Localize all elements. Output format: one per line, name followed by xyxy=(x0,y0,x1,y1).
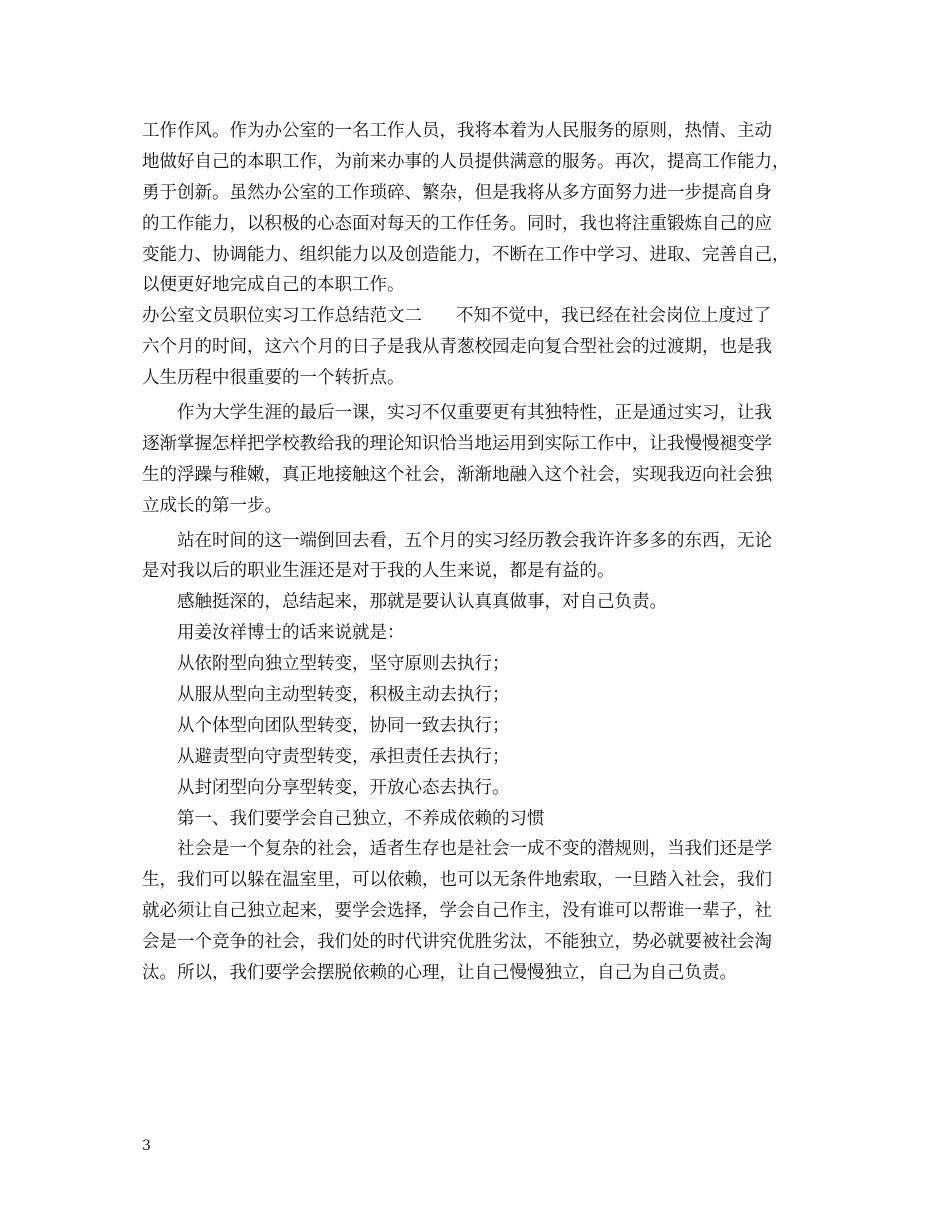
text-line: 是对我以后的职业生涯还是对于我的人生来说，都是有益的。 xyxy=(142,561,615,582)
text-line: 生的浮躁与稚嫩，真正地接触这个社会，渐渐地融入这个社会，实现我迈向社会独 xyxy=(142,464,772,485)
list-item: 从依附型向独立型转变，坚守原则去执行； xyxy=(177,654,510,675)
text-line: 会是一个竞争的社会，我们处的时代讲究优胜劣汰，不能独立，势必就要被社会淘 xyxy=(142,932,772,953)
transformation-list xyxy=(142,649,818,803)
paragraph-independence xyxy=(142,834,818,988)
text-line: 变能力、协调能力、组织能力以及创造能力，不断在工作中学习、进取、完善自己， xyxy=(142,244,790,265)
text-line: 社会是一个复杂的社会，适者生存也是社会一成不变的潜规则，当我们还是学 xyxy=(177,839,772,860)
text-line: 立成长的第一步。 xyxy=(142,495,282,516)
list-item: 从避责型向守责型转变，承担责任去执行； xyxy=(177,746,510,767)
section-heading: 办公室文员职位实习工作总结范文二 xyxy=(142,306,422,327)
list-item: 从封闭型向分享型转变，开放心态去执行。 xyxy=(177,777,510,798)
text-line: 以便更好地完成自己的本职工作。 xyxy=(142,275,405,296)
document-body xyxy=(142,116,818,989)
section-title: 第一、我们要学会自己独立，不养成依赖的习惯 xyxy=(177,808,545,829)
paragraph-looking-back xyxy=(142,526,818,588)
text-line: 六个月的时间，这六个月的日子是我从青葱校园走向复合型社会的过渡期，也是我 xyxy=(142,337,772,358)
paragraph-heading-intro xyxy=(142,301,818,394)
list-item: 从个体型向团队型转变，协同一致去执行； xyxy=(177,715,510,736)
paragraph-last-lesson xyxy=(142,398,818,522)
paragraph-feelings: 感触挺深的，总结起来，那就是要认认真真做事，对自己负责。 xyxy=(177,592,667,613)
text-line: 的工作能力，以积极的心态面对每天的工作任务。同时，我也将注重锻炼自己的应 xyxy=(142,213,772,234)
text-line: 作为大学生涯的最后一课，实习不仅重要更有其独特性，正是通过实习，让我 xyxy=(177,403,772,424)
page-number: 3 xyxy=(142,1138,151,1154)
text-line: 就必须让自己独立起来，要学会选择，学会自己作主，没有谁可以帮谁一辈子，社 xyxy=(142,901,772,922)
text-line: 逐渐掌握怎样把学校教给我的理论知识恰当地运用到实际工作中，让我慢慢褪变学 xyxy=(142,433,772,454)
text-line: 勇于创新。虽然办公室的工作琐碎、繁杂，但是我将从多方面努力进一步提高自身 xyxy=(142,182,772,203)
text-line: 地做好自己的本职工作，为前来办事的人员提供满意的服务。再次，提高工作能力， xyxy=(142,151,790,172)
text-line: 工作作风。作为办公室的一名工作人员，我将本着为人民服务的原则，热情、主动 xyxy=(142,121,772,141)
paragraph-work-style xyxy=(142,116,818,301)
text-line: 人生历程中很重要的一个转折点。 xyxy=(142,368,405,389)
text-line: 站在时间的这一端倒回去看，五个月的实习经历教会我许许多多的东西，无论 xyxy=(177,530,772,551)
list-item: 从服从型向主动型转变，积极主动去执行； xyxy=(177,685,510,706)
intro-text: 不知不觉中，我已经在社会岗位上度过了 xyxy=(456,306,771,327)
text-line xyxy=(142,301,818,332)
text-line: 生，我们可以躲在温室里，可以依赖，也可以无条件地索取，一旦踏入社会，我们 xyxy=(142,870,772,891)
paragraph-quote-intro: 用姜汝祥博士的话来说就是： xyxy=(177,623,405,644)
text-line: 汰。所以，我们要学会摆脱依赖的心理，让自己慢慢独立，自己为自己负责。 xyxy=(142,963,737,984)
